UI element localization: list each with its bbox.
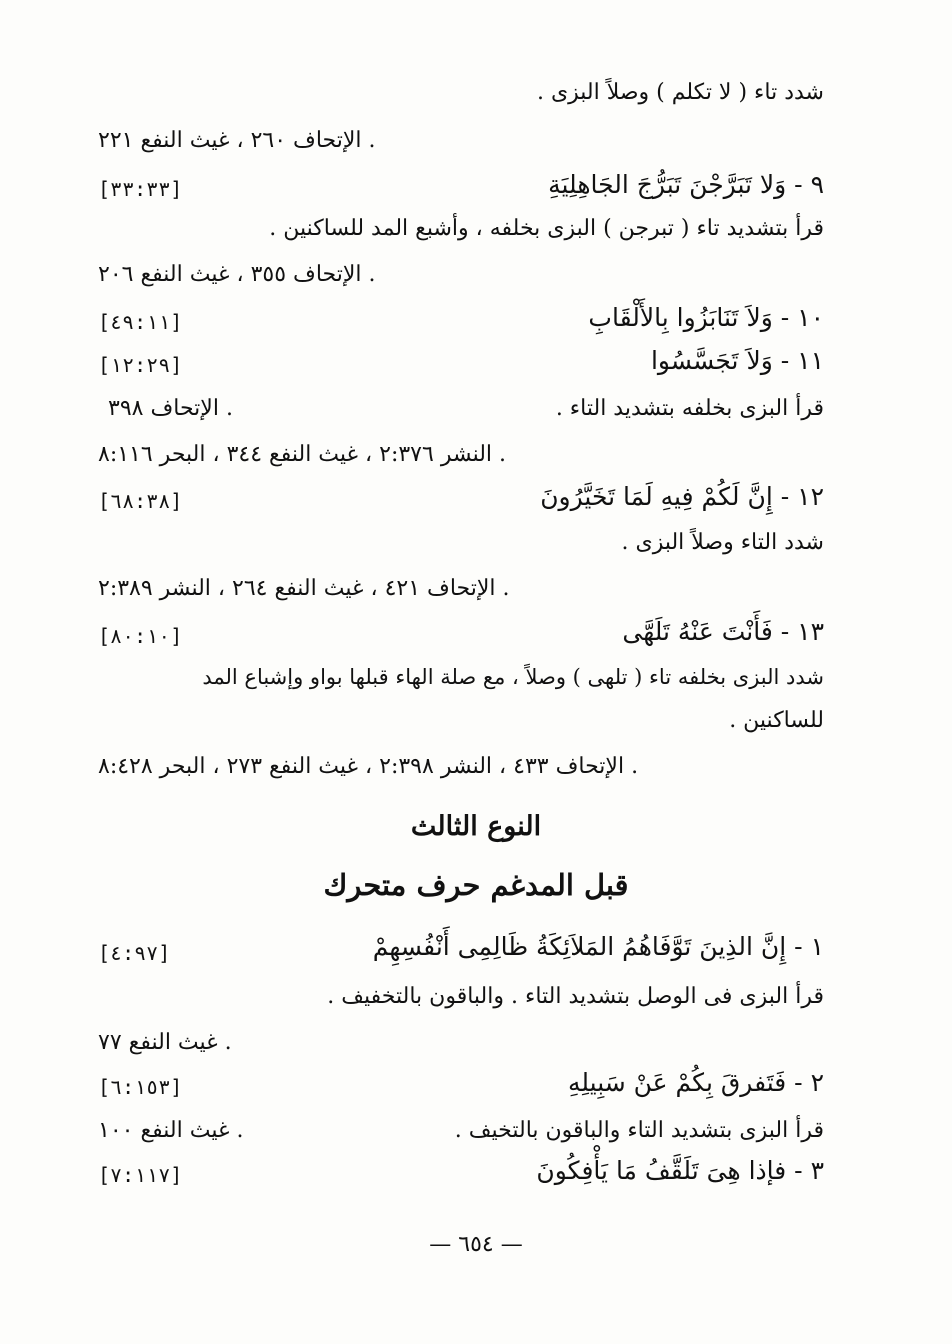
verse-line: ٢ - فَتَفرقَ بِكُمْ عَنْ سَبِيلِهِ xyxy=(567,1068,824,1097)
reference-line: النشر ٢:٣٧٦ ، غيث النفع ٣٤٤ ، البحر ٨:١١٦ . xyxy=(98,442,507,467)
text-line: قرأ البزى بخلفه بتشديد التاء . xyxy=(555,396,824,421)
verse-line: ١٠ - وَلاَ تَنَابَزُوا بِالأَلْقَابِ xyxy=(588,303,824,332)
verse-line: ١ - إِنَّ الذِينَ تَوَّفَاهُمُ المَلاَئِكَةُ ظَالِمِى أَنْفُسِهِمْ xyxy=(372,932,824,961)
text-line: قرأ البزى بتشديد التاء والباقون بالتخيف . xyxy=(454,1118,824,1143)
verse-reference: [٧:١١٧] xyxy=(98,1163,183,1187)
verse-reference: [٨٠:١٠] xyxy=(98,624,183,648)
reference-line: غيث النفع ١٠٠ . xyxy=(98,1118,244,1143)
verse-line: ٩ - وَلا تَبَرَّجْنَ تَبَرُّجَ الجَاهِلِيَةِ xyxy=(548,170,824,199)
verse-reference: [٦:١٥٣] xyxy=(98,1075,183,1099)
verse-line: ١١ - وَلاَ تَجَسَّسُوا xyxy=(650,346,824,375)
text-line: شدد البزى بخلفه تاء ( تلهى ) وصلاً ، مع صلة الهاء قبلها بواو وإشباع المد xyxy=(202,665,824,689)
reference-line: الإتحاف ٤٢١ ، غيث النفع ٢٦٤ ، النشر ٢:٣٨٩ . xyxy=(98,576,510,601)
verse-reference: [١٢:٢٩] xyxy=(98,353,183,377)
reference-line: غيث النفع ٧٧ . xyxy=(98,1030,232,1055)
reference-line: الإتحاف ٤٣٣ ، النشر ٢:٣٩٨ ، غيث النفع ٢٧٣ ، البحر ٨:٤٢٨ . xyxy=(98,754,639,779)
verse-line: ١٣ - فَأَنْتَ عَنْهُ تَلَهَّى xyxy=(622,617,824,646)
section-title: النوع الثالث xyxy=(410,811,542,842)
verse-reference: [٣٣:٣٣] xyxy=(98,177,183,201)
reference-line: الإتحاف ٢٦٠ ، غيث النفع ٢٢١ . xyxy=(98,128,376,153)
verse-reference: [٦٨:٣٨] xyxy=(98,489,183,513)
reference-line: الإتحاف ٣٥٥ ، غيث النفع ٢٠٦ . xyxy=(98,262,376,287)
verse-line: ١٢ - إِنَّ لَكُمْ فِيهِ لَمَا تَخَيَّرُونَ xyxy=(540,482,824,511)
text-line: شدد التاء وصلاً البزى . xyxy=(621,530,824,555)
text-line: شدد تاء ( لا تكلم ) وصلاً البزى . xyxy=(536,80,824,105)
text-line: للساكنين . xyxy=(729,708,824,733)
section-subtitle: قبل المدغم حرف متحرك xyxy=(323,868,629,902)
text-line: قرأ بتشديد تاء ( تبرجن ) البزى بخلفه ، وأشبع المد للساكنين . xyxy=(269,216,824,241)
text-line: قرأ البزى فى الوصل بتشديد التاء . والباقون بالتخفيف . xyxy=(327,984,824,1009)
verse-line: ٣ - فإذا هِىَ تَلَقَّفُ مَا يَأْفِكُونَ xyxy=(536,1156,824,1185)
reference-line: الإتحاف ٣٩٨ . xyxy=(108,396,233,421)
page-number: — ٦٥٤ — xyxy=(429,1232,523,1257)
verse-reference: [٤٩:١١] xyxy=(98,310,183,334)
verse-reference: [٤:٩٧] xyxy=(98,941,171,965)
